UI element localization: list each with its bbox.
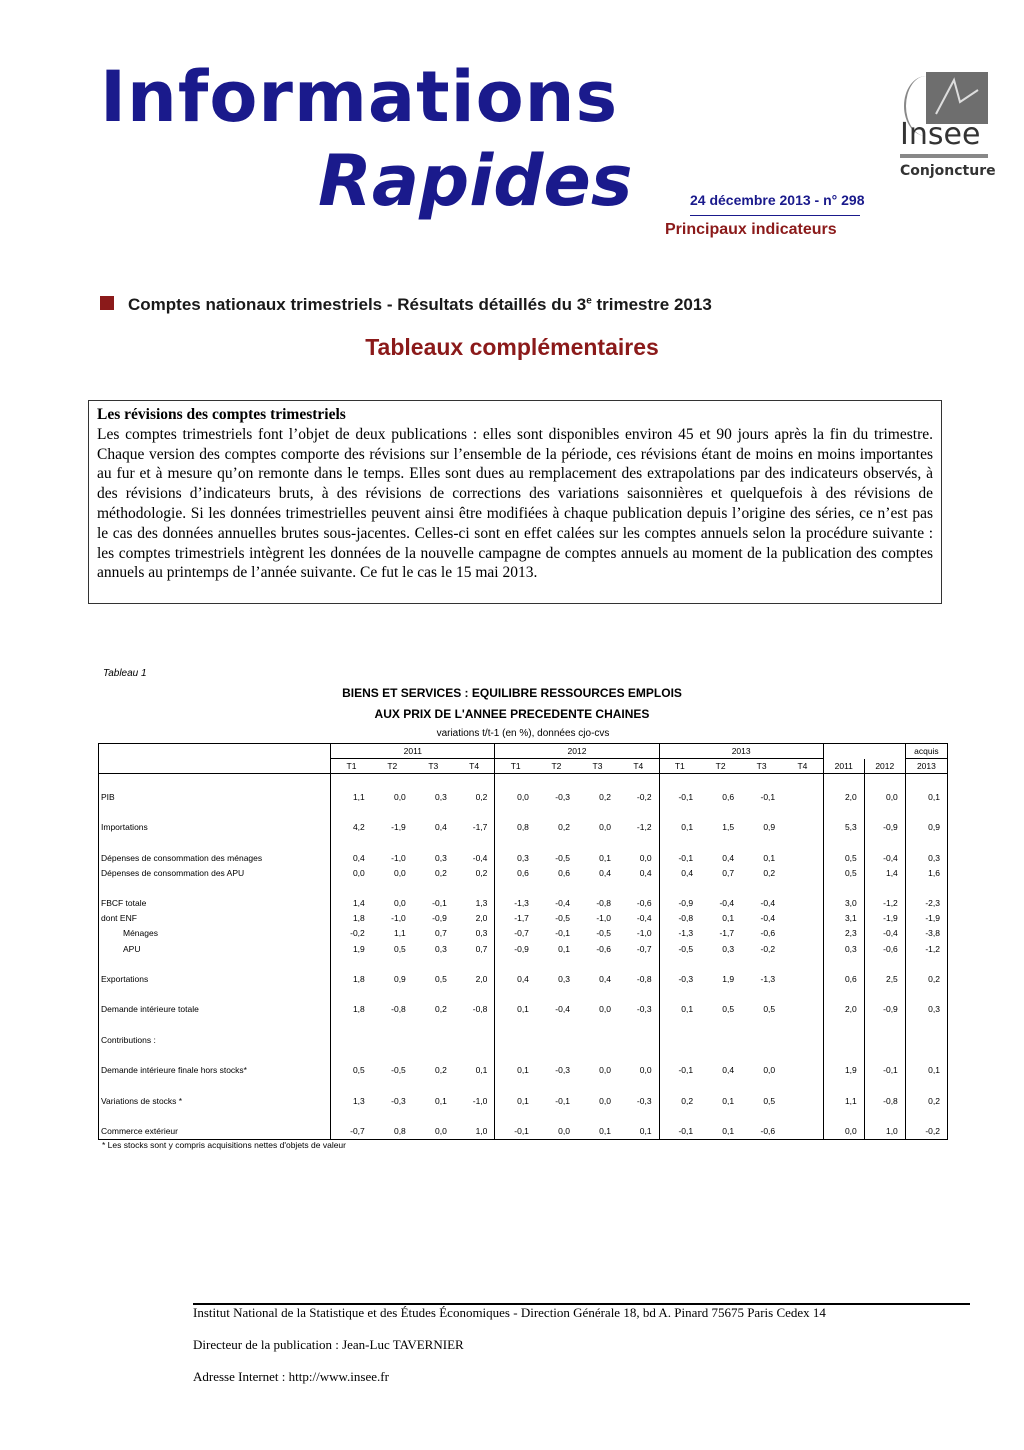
quarter-value-cell: -0,9: [659, 896, 700, 911]
row-label: APU: [99, 941, 331, 956]
quarter-value-cell: [700, 1032, 741, 1047]
quarter-value-cell: -0,8: [596, 898, 611, 909]
quarter-value-cell: [372, 1032, 413, 1047]
quarter-value-cell: 0,3: [475, 928, 488, 939]
quarter-value-cell: 0,1: [599, 852, 611, 863]
insee-logo-text: Insee: [900, 117, 981, 152]
acquis-value-cell: 0,2: [905, 1093, 947, 1108]
quarter-value-cell: 0,4: [331, 850, 372, 865]
quarter-value-cell: [782, 896, 823, 911]
quarter-value-cell: -0,4: [555, 898, 570, 909]
quarter-value-cell: -1,7: [719, 928, 735, 939]
quarter-value-cell: -1,7: [472, 822, 488, 833]
row-label: Ménages: [99, 926, 331, 941]
quarter-value-cell: 0,4: [722, 1065, 735, 1076]
quarter-value-cell: -0,7: [636, 943, 652, 954]
row-label: Commerce extérieur: [99, 1123, 331, 1139]
annual-value-cell: 0,5: [823, 865, 864, 880]
quarter-value-cell: -0,5: [555, 852, 570, 863]
quarter-value-cell: 0,3: [558, 974, 570, 985]
footer-director: Directeur de la publication : Jean-Luc TAVERNIER: [193, 1337, 464, 1352]
spacer-row: [99, 1108, 948, 1123]
quarter-value-cell: 0,1: [475, 1065, 488, 1076]
quarter-value-cell: -0,1: [760, 791, 776, 802]
quarter-value-cell: 0,3: [722, 943, 735, 954]
quarter-value-cell: -0,4: [555, 1004, 570, 1015]
quarter-value-cell: 0,1: [495, 1093, 536, 1108]
annual-value-cell: 1,4: [864, 865, 905, 880]
acquis-value-cell: 0,3: [905, 850, 947, 865]
quarter-value-cell: 1,8: [331, 1002, 372, 1017]
quarter-value-cell: -1,3: [760, 974, 776, 985]
quarter-value-cell: 0,3: [495, 850, 536, 865]
quarter-value-cell: -0,3: [636, 1004, 652, 1015]
quarter-value-cell: [741, 1032, 782, 1047]
table-row: [99, 941, 948, 956]
annual-value-cell: 0,0: [864, 789, 905, 804]
quarter-value-cell: -1,7: [495, 911, 536, 926]
annual-value-cell: 2,3: [823, 926, 864, 941]
table-footnote: * Les stocks sont y compris acquisitions nettes d'objets de valeur: [102, 1140, 346, 1150]
quarter-header: T1: [659, 759, 700, 774]
quarter-value-cell: 0,9: [763, 822, 776, 833]
footer-website: Adresse Internet : http://www.insee.fr: [193, 1369, 389, 1384]
row-label: Exportations: [99, 971, 331, 986]
quarter-value-cell: -0,1: [432, 898, 447, 909]
quarter-value-cell: [782, 911, 823, 926]
quarter-value-cell: -1,0: [596, 913, 611, 924]
quarter-value-cell: 0,7: [435, 928, 447, 939]
quarter-value-cell: 0,0: [599, 1004, 611, 1015]
quarter-value-cell: [782, 926, 823, 941]
quarter-value-cell: 0,3: [435, 852, 447, 863]
quarter-value-cell: [782, 1002, 823, 1017]
annual-value-cell: [864, 1032, 905, 1047]
quarter-value-cell: 1,8: [331, 971, 372, 986]
spacer-row: [99, 804, 948, 819]
quarter-value-cell: 0,2: [763, 867, 776, 878]
row-label: FBCF totale: [99, 896, 331, 911]
quarter-value-cell: 2,0: [475, 974, 488, 985]
quarter-value-cell: 0,0: [763, 1065, 776, 1076]
quarter-value-cell: 0,9: [393, 974, 406, 985]
quarter-value-cell: -0,2: [760, 943, 776, 954]
masthead-title-line2: Rapides: [318, 140, 633, 222]
quarter-value-cell: -0,1: [659, 1063, 700, 1078]
quarter-value-cell: 1,3: [475, 898, 488, 909]
quarter-value-cell: 0,1: [558, 943, 570, 954]
annual-value-cell: 2,5: [864, 971, 905, 986]
quarter-header: T3: [577, 759, 618, 774]
quarter-value-cell: [659, 1032, 700, 1047]
quarter-header: T4: [454, 759, 495, 774]
quarter-value-cell: 0,6: [722, 791, 735, 802]
quarter-value-cell: -1,9: [391, 822, 406, 833]
acquis-year-header: 2013: [905, 759, 947, 774]
annual-value-cell: 1,9: [823, 1063, 864, 1078]
table-row: [99, 1093, 948, 1108]
quarter-value-cell: 0,4: [722, 852, 735, 863]
quarter-value-cell: -0,4: [472, 852, 488, 863]
row-label: Demande intérieure finale hors stocks*: [99, 1063, 331, 1078]
quarter-value-cell: -0,8: [391, 1004, 406, 1015]
quarter-value-cell: 1,8: [331, 911, 372, 926]
row-label: Importations: [99, 820, 331, 835]
annual-value-cell: 0,6: [823, 971, 864, 986]
quarter-value-cell: -0,3: [636, 1095, 652, 1106]
acquis-value-cell: -1,2: [905, 941, 947, 956]
annual-value-cell: -0,8: [864, 1093, 905, 1108]
quarter-value-cell: [782, 1123, 823, 1139]
quarter-value-cell: 0,1: [435, 1095, 447, 1106]
quarter-header: T2: [536, 759, 577, 774]
quarter-value-cell: 0,2: [659, 1093, 700, 1108]
annual-value-cell: 2,0: [823, 1002, 864, 1017]
data-table: [98, 743, 948, 1140]
quarter-value-cell: 1,4: [331, 896, 372, 911]
quarter-value-cell: -0,3: [391, 1095, 406, 1106]
quarter-value-cell: 0,2: [599, 791, 611, 802]
acquis-value-cell: -0,2: [905, 1123, 947, 1139]
acquis-value-cell: -3,8: [905, 926, 947, 941]
acquis-value-cell: 0,1: [905, 789, 947, 804]
spacer-row: [99, 880, 948, 895]
row-label: Dépenses de consommation des APU: [99, 865, 331, 880]
spacer-row: [99, 1017, 948, 1032]
quarter-value-cell: [782, 1032, 823, 1047]
quarter-value-cell: 1,1: [393, 928, 406, 939]
quarter-value-cell: 1,5: [722, 822, 735, 833]
quarter-value-cell: -0,6: [741, 1123, 782, 1139]
logo-tagline-bar: [900, 154, 988, 158]
quarter-value-cell: -0,1: [659, 1123, 700, 1139]
quarter-value-cell: 0,2: [435, 1065, 447, 1076]
quarter-header: T4: [782, 759, 823, 774]
quarter-value-cell: 0,2: [475, 867, 488, 878]
quarter-header: T4: [618, 759, 659, 774]
quarter-value-cell: 0,0: [413, 1123, 454, 1139]
quarter-value-cell: 0,2: [475, 791, 488, 802]
annual-value-cell: -0,4: [864, 926, 905, 941]
row-label: Dépenses de consommation des ménages: [99, 850, 331, 865]
annual-value-cell: 5,3: [823, 820, 864, 835]
year-header: 2012: [495, 744, 659, 759]
quarter-value-cell: -1,2: [636, 822, 652, 833]
spacer-row: [99, 987, 948, 1002]
quarter-value-cell: -0,5: [659, 941, 700, 956]
annual-value-cell: 1,0: [864, 1123, 905, 1139]
table-row: [99, 1032, 948, 1047]
section-heading-sup: e: [586, 295, 592, 307]
quarter-header: T3: [413, 759, 454, 774]
spacer-row: [99, 1047, 948, 1062]
acquis-value-cell: 0,1: [905, 1063, 947, 1078]
annual-value-cell: -0,1: [864, 1063, 905, 1078]
table-row: [99, 865, 948, 880]
quarter-value-cell: -0,3: [555, 1065, 570, 1076]
quarter-value-cell: 1,9: [722, 974, 735, 985]
quarter-value-cell: -1,0: [472, 1095, 488, 1106]
quarter-header: T1: [331, 759, 372, 774]
annual-value-cell: -0,9: [864, 1002, 905, 1017]
quarter-value-cell: -0,2: [331, 926, 372, 941]
revisions-body: Les comptes trimestriels font l’objet de deux publications : elles sont disponibles environ 45 et 90 jours après la fin du trimestre. Chaque version des comptes comporte des révisions sur l’ensemble de la période, ces révisions étant de moins en moins importantes au fur et à mesure qu’on remonte dans le temps. Elles sont dues au remplacement des extrapolations par des indicateurs observés, à des révisions d’indicateurs bruts, à des révisions de corrections des variations saisonnières et quelquefois à des révisions de méthodologie. Si les données trimestrielles peuvent ainsi être modifiées à chaque publication depuis l’origine des séries, ce n’est pas le cas des données annuelles brutes sous-jacentes. Celles-ci sont en effet calées sur les comptes annuels selon la procédure suivante : les comptes trimestriels intègrent les données de la nouvelle campagne de comptes annuels au moment de la publication des comptes annuels au printemps de l’année suivante. Ce fut le cas le 15 mai 2013.: [97, 425, 933, 582]
quarter-value-cell: 0,0: [599, 1095, 611, 1106]
quarter-value-cell: 0,3: [435, 943, 447, 954]
table-row: [99, 1123, 948, 1139]
table-subtitle: variations t/t-1 (en %), données cjo-cvs: [436, 728, 610, 739]
annual-value-cell: -0,4: [864, 850, 905, 865]
quarter-value-cell: 0,4: [599, 867, 611, 878]
annual-value-cell: -0,6: [864, 941, 905, 956]
quarter-value-cell: -1,3: [659, 926, 700, 941]
quarter-value-cell: 0,0: [639, 1065, 652, 1076]
quarter-value-cell: [331, 1032, 372, 1047]
page-title: Tableaux complémentaires: [365, 334, 659, 360]
table-row: [99, 896, 948, 911]
quarter-value-cell: 0,5: [763, 1004, 776, 1015]
table-header-years: [99, 744, 948, 759]
quarter-value-cell: 4,2: [331, 820, 372, 835]
quarter-value-cell: 0,6: [495, 865, 536, 880]
quarter-value-cell: [495, 1032, 536, 1047]
quarter-value-cell: 0,0: [393, 791, 406, 802]
annual-value-cell: 2,0: [823, 789, 864, 804]
annual-value-cell: 0,3: [823, 941, 864, 956]
quarter-value-cell: 0,4: [435, 822, 447, 833]
footer-institute: Institut National de la Statistique et des Études Économiques - Direction Générale 18, bd A. Pinard 75675 Paris Cedex 14: [193, 1305, 826, 1320]
quarter-value-cell: [536, 1032, 577, 1047]
table-title-line2: AUX PRIX DE L'ANNEE PRECEDENTE CHAINES: [374, 707, 650, 721]
table-row: [99, 1063, 948, 1078]
quarter-value-cell: -0,2: [636, 791, 652, 802]
masthead-title-line1: Informations: [100, 56, 619, 138]
quarter-value-cell: -0,6: [596, 943, 611, 954]
quarter-value-cell: -0,6: [636, 898, 652, 909]
quarter-value-cell: 0,0: [495, 789, 536, 804]
quarter-value-cell: 1,1: [331, 789, 372, 804]
quarter-value-cell: -1,3: [495, 896, 536, 911]
quarter-value-cell: [782, 941, 823, 956]
quarter-value-cell: -0,4: [636, 913, 652, 924]
quarter-value-cell: -0,6: [760, 928, 776, 939]
quarter-value-cell: 0,1: [495, 1002, 536, 1017]
spacer-row: [99, 956, 948, 971]
quarter-value-cell: -0,3: [659, 971, 700, 986]
row-label: PIB: [99, 789, 331, 804]
quarter-value-cell: -0,8: [659, 911, 700, 926]
row-label: Variations de stocks *: [99, 1093, 331, 1108]
quarter-value-cell: 0,4: [495, 971, 536, 986]
issue-date-number: 24 décembre 2013 - n° 298: [690, 192, 865, 208]
table-row: [99, 820, 948, 835]
quarter-value-cell: 0,8: [495, 820, 536, 835]
section-heading-pre: Comptes nationaux trimestriels - Résultats détaillés du 3: [128, 295, 587, 314]
quarter-value-cell: 0,2: [435, 867, 447, 878]
row-label: Contributions :: [99, 1032, 331, 1047]
quarter-value-cell: -0,9: [495, 941, 536, 956]
quarter-value-cell: 0,5: [763, 1095, 776, 1106]
quarter-value-cell: 0,0: [393, 867, 406, 878]
quarter-value-cell: 0,4: [599, 974, 611, 985]
quarter-value-cell: -0,4: [760, 898, 776, 909]
quarter-value-cell: [782, 1093, 823, 1108]
quarter-value-cell: [782, 789, 823, 804]
spacer-row: [99, 1078, 948, 1093]
table-label: Tableau 1: [103, 668, 147, 679]
quarter-value-cell: 1,0: [454, 1123, 495, 1139]
table-title-line1: BIENS ET SERVICES : EQUILIBRE RESSOURCES EMPLOIS: [342, 686, 682, 700]
issue-underline: [690, 215, 860, 216]
logo-conjoncture: Conjoncture: [900, 163, 996, 179]
quarter-value-cell: -0,5: [391, 1065, 406, 1076]
quarter-value-cell: 0,1: [722, 1095, 735, 1106]
quarter-value-cell: -1,0: [391, 852, 406, 863]
quarter-value-cell: 0,1: [495, 1063, 536, 1078]
section-bullet: [100, 296, 114, 310]
spacer-row: [99, 835, 948, 850]
annual-value-cell: 1,1: [823, 1093, 864, 1108]
quarter-value-cell: 0,0: [331, 865, 372, 880]
quarter-value-cell: [782, 1063, 823, 1078]
table-row: [99, 850, 948, 865]
section-heading: [128, 295, 712, 315]
annual-value-cell: 3,1: [823, 911, 864, 926]
quarter-value-cell: 0,5: [435, 974, 447, 985]
annual-value-cell: -1,9: [864, 911, 905, 926]
quarter-value-cell: 1,9: [331, 941, 372, 956]
table-row: [99, 926, 948, 941]
quarter-value-cell: [782, 820, 823, 835]
quarter-value-cell: 0,0: [599, 822, 611, 833]
acquis-value-cell: 0,9: [905, 820, 947, 835]
quarter-value-cell: [618, 1032, 659, 1047]
quarter-value-cell: -0,1: [555, 928, 570, 939]
quarter-value-cell: -0,1: [555, 1095, 570, 1106]
quarter-value-cell: 0,2: [558, 822, 570, 833]
publication-category: Principaux indicateurs: [665, 221, 837, 238]
quarter-value-cell: -0,5: [596, 928, 611, 939]
quarter-header: T2: [372, 759, 413, 774]
acquis-header: acquis: [905, 744, 947, 759]
quarter-value-cell: 0,5: [331, 1063, 372, 1078]
acquis-value-cell: [905, 1032, 947, 1047]
annual-header: 2012: [864, 759, 905, 774]
quarter-value-cell: -0,9: [432, 913, 447, 924]
table-row: [99, 1002, 948, 1017]
revisions-box: [88, 400, 942, 604]
year-header: 2011: [331, 744, 495, 759]
row-label: dont ENF: [99, 911, 331, 926]
quarter-value-cell: 0,7: [475, 943, 488, 954]
table-row: [99, 911, 948, 926]
quarter-value-cell: -0,8: [636, 974, 652, 985]
quarter-value-cell: [782, 850, 823, 865]
acquis-value-cell: 0,3: [905, 1002, 947, 1017]
quarter-value-cell: 0,4: [659, 865, 700, 880]
acquis-value-cell: 1,6: [905, 865, 947, 880]
acquis-value-cell: -2,3: [905, 896, 947, 911]
quarter-value-cell: 0,2: [435, 1004, 447, 1015]
quarter-value-cell: 0,3: [435, 791, 447, 802]
table-row: [99, 971, 948, 986]
quarter-value-cell: 0,7: [722, 867, 735, 878]
quarter-value-cell: -0,3: [555, 791, 570, 802]
quarter-value-cell: [782, 865, 823, 880]
quarter-value-cell: [454, 1032, 495, 1047]
quarter-value-cell: 0,0: [393, 898, 406, 909]
quarter-value-cell: 0,0: [599, 1065, 611, 1076]
row-label: Demande intérieure totale: [99, 1002, 331, 1017]
quarter-header: T2: [700, 759, 741, 774]
annual-value-cell: 0,5: [823, 850, 864, 865]
quarter-value-cell: [782, 971, 823, 986]
quarter-value-cell: 0,1: [722, 913, 735, 924]
quarter-value-cell: 0,8: [372, 1123, 413, 1139]
annual-value-cell: -0,9: [864, 820, 905, 835]
quarter-value-cell: [413, 1032, 454, 1047]
spacer-row: [99, 774, 948, 790]
quarter-value-cell: 0,1: [577, 1123, 618, 1139]
quarter-value-cell: -0,7: [331, 1123, 372, 1139]
section-heading-post: trimestre 2013: [591, 295, 712, 314]
quarter-value-cell: -0,1: [659, 789, 700, 804]
quarter-value-cell: 0,0: [536, 1123, 577, 1139]
quarter-value-cell: 0,5: [393, 943, 406, 954]
quarter-value-cell: -0,4: [719, 898, 735, 909]
quarter-value-cell: -0,4: [760, 913, 776, 924]
quarter-value-cell: [577, 1032, 618, 1047]
annual-value-cell: 0,0: [823, 1123, 864, 1139]
quarter-header: T1: [495, 759, 536, 774]
quarter-value-cell: -0,1: [495, 1123, 536, 1139]
quarter-value-cell: 2,0: [475, 913, 488, 924]
quarter-value-cell: -0,5: [555, 913, 570, 924]
quarter-header: T3: [741, 759, 782, 774]
quarter-value-cell: 0,1: [763, 852, 776, 863]
quarter-value-cell: 0,1: [659, 1002, 700, 1017]
quarter-value-cell: -0,7: [495, 926, 536, 941]
quarter-value-cell: -1,0: [391, 913, 406, 924]
annual-value-cell: 3,0: [823, 896, 864, 911]
quarter-value-cell: 0,4: [639, 867, 652, 878]
quarter-value-cell: 0,1: [700, 1123, 741, 1139]
quarter-value-cell: 0,1: [659, 820, 700, 835]
acquis-value-cell: 0,2: [905, 971, 947, 986]
quarter-value-cell: -0,8: [472, 1004, 488, 1015]
annual-value-cell: [823, 1032, 864, 1047]
quarter-value-cell: -0,1: [659, 850, 700, 865]
quarter-value-cell: 0,6: [558, 867, 570, 878]
annual-header: 2011: [823, 759, 864, 774]
quarter-value-cell: 0,5: [722, 1004, 735, 1015]
acquis-value-cell: -1,9: [905, 911, 947, 926]
table-row: [99, 789, 948, 804]
quarter-value-cell: -1,0: [636, 928, 652, 939]
year-header: 2013: [659, 744, 823, 759]
quarter-value-cell: 0,0: [639, 852, 652, 863]
annual-value-cell: -1,2: [864, 896, 905, 911]
quarter-value-cell: 1,3: [331, 1093, 372, 1108]
revisions-title: Les révisions des comptes trimestriels: [97, 406, 346, 423]
quarter-value-cell: 0,1: [618, 1123, 659, 1139]
table-header-quarters: [99, 759, 948, 774]
